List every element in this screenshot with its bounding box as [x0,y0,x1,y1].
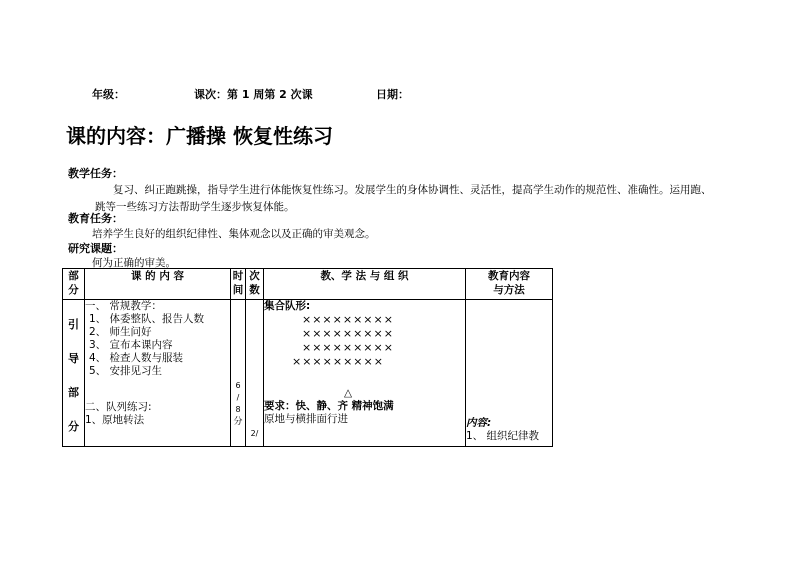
teaching-task-text: 复习、纠正跑跳操，指导学生进行体能恢复性练习。发展学生的身体协调性、灵活性，提高学生动作的规范性、准确性。运用跑、跳等一些练习方法帮助学生逐步恢复体能。 [95,184,712,213]
header-content: 课 的 内 容 [85,269,231,300]
table-header-row [63,269,553,300]
formation-row: ××××××××× [292,355,384,368]
drill-text: 原地与横排面行进 [264,413,348,425]
formation-row: ××××××××× [302,341,394,354]
list-item: 1、原地转法 [85,414,145,426]
date-label: 日期： [376,88,409,101]
content-cell [85,300,231,447]
table-row [63,300,553,447]
list-item: 5、 安排见习生 [89,365,163,377]
education-item: 1、 组织纪律教 [466,430,540,442]
research-topic-text: 何为正确的审美。 [92,257,176,269]
education-task-heading: 教育任务： [68,212,123,225]
formation-row: ××××××××× [302,327,394,340]
list-item: 2、 师生问好 [89,326,152,338]
header-education: 教育内容 与方法 [466,269,553,300]
education-heading: 内容: [466,417,492,429]
section-label: 引 导 部 分 [63,300,85,447]
requirement-text: 要求：快、静、齐 精神饱满 [264,400,394,412]
lesson-label: 课次：第 1 周第 2 次课 [194,88,313,101]
formation-heading: 集合队形: [264,300,311,312]
list-item: 4、 检查人数与服装 [89,352,184,364]
list-item: 1、 体委整队、报告人数 [89,313,205,325]
header-time: 时间 [231,269,246,300]
education-task-text: 培养学生良好的组织纪律性、集体观念以及正确的审美观念。 [92,228,376,240]
lesson-plan-table [62,268,553,447]
time-cell: 6 / 8 分 [231,300,246,447]
routine-heading: 一、 常规教学： [85,300,162,312]
teacher-triangle-icon: △ [344,387,353,399]
research-topic-heading: 研究课题： [68,242,123,255]
formation-row: ××××××××× [302,313,394,326]
method-cell [264,300,466,447]
header-count: 次数 [246,269,264,300]
header-part: 部分 [63,269,85,300]
grade-label: 年级： [92,88,125,101]
list-item: 3、 宣布本课内容 [89,339,173,351]
lesson-title: 课的内容：广播操 恢复性练习 [66,124,333,148]
header-method: 教、学 法 与 组 织 [264,269,466,300]
education-cell [466,300,553,447]
count-cell: 2/ [246,300,264,447]
queue-heading: 二、队列练习: [85,401,152,413]
teaching-task-heading: 教学任务： [68,167,123,180]
